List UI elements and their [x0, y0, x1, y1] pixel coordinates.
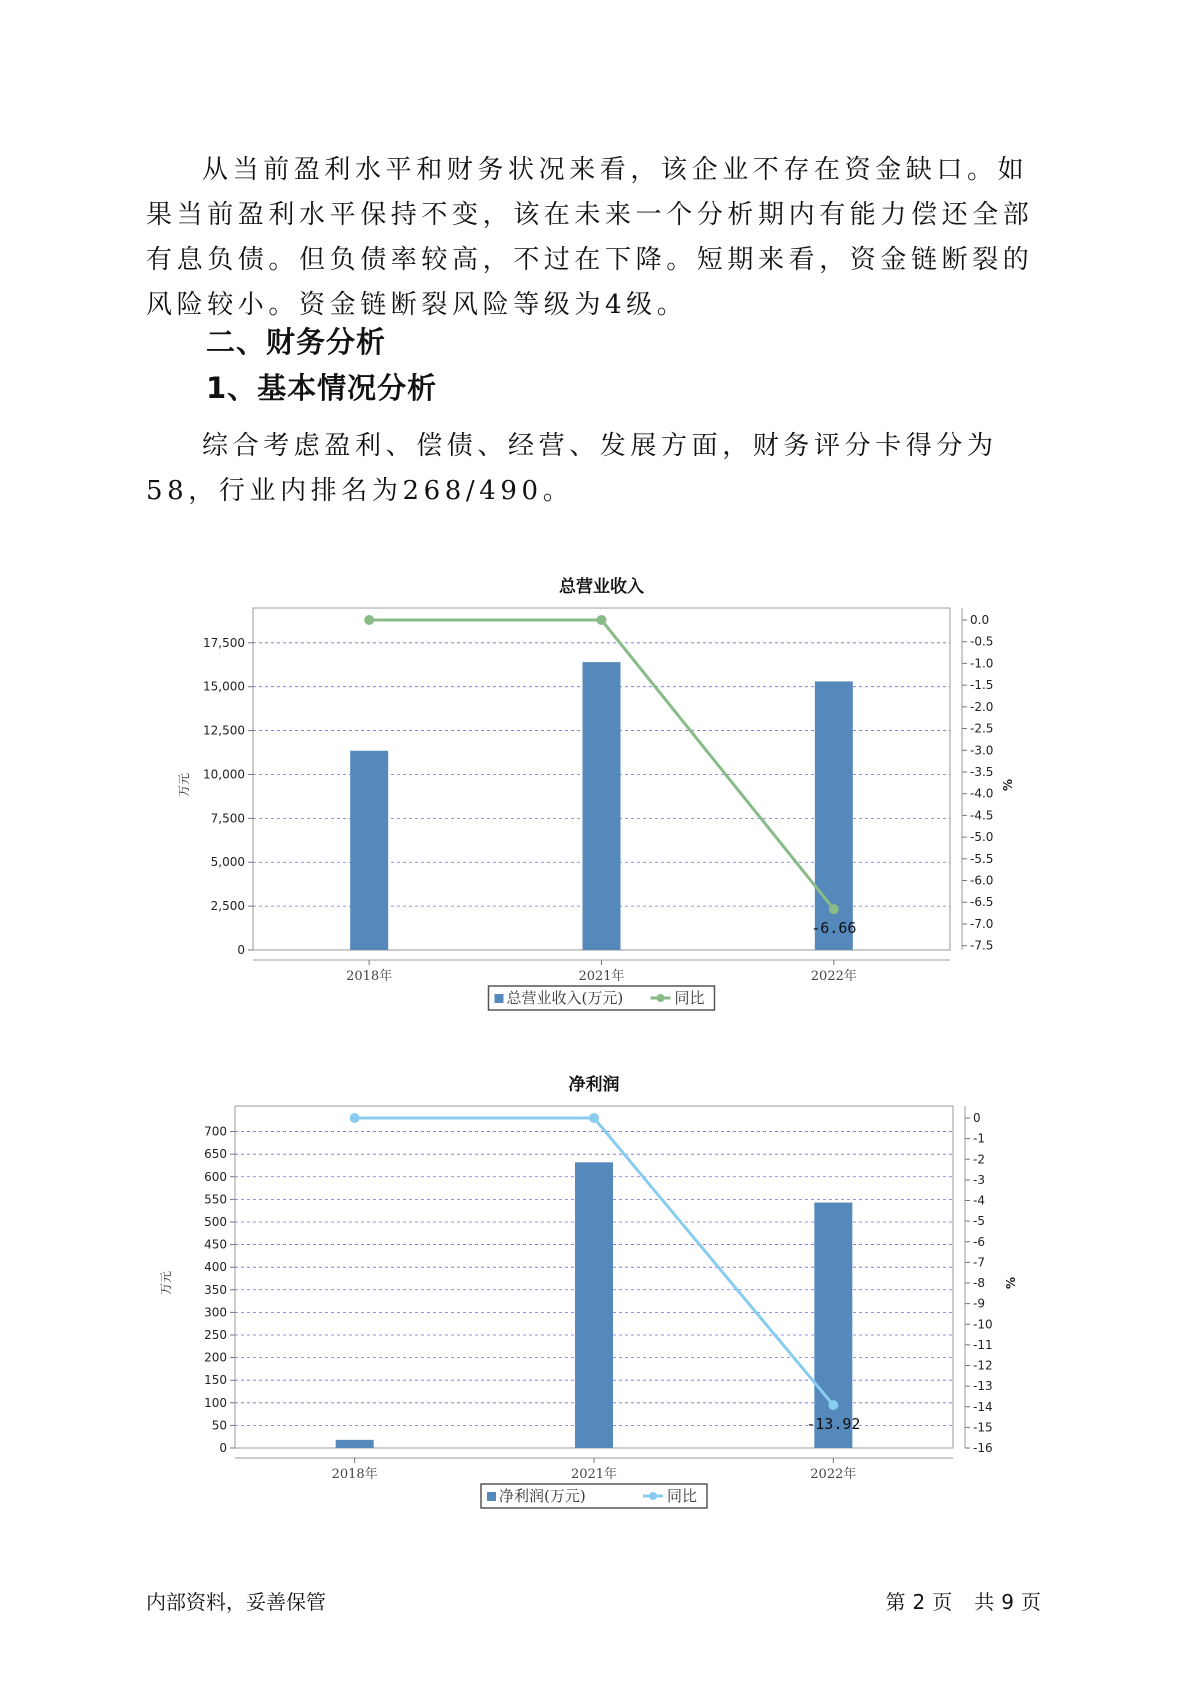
y-tick-label: 0 [219, 1441, 227, 1455]
y-axis-label: 万元 [159, 1270, 173, 1296]
risk-summary-paragraph: 从当前盈利水平和财务状况来看，该企业不存在资金缺口。如果当前盈利水平保持不变，该在未来一个分析期内有能力偿还全部有息负债。但负债率较高，不过在下降。短期来看，资金链断裂的风险较小。资金链断裂风险等级为4级。 [146, 155, 1034, 320]
y2-tick-label: -3.5 [970, 764, 994, 779]
y2-tick-label: -10 [973, 1317, 993, 1332]
line-point [350, 1113, 360, 1123]
page-suffix: 页 [1021, 1590, 1042, 1614]
x-tick-label: 2021年 [578, 969, 625, 984]
y-tick-label: 15,000 [203, 679, 245, 694]
bar [336, 1440, 374, 1448]
y2-tick-label: -2.0 [970, 699, 994, 714]
y2-tick-label: -15 [973, 1420, 993, 1435]
data-label: -6.66 [811, 919, 857, 938]
net-profit-chart-svg [0, 1068, 1191, 1538]
line-point [829, 904, 839, 914]
y2-tick-label: -1.0 [970, 656, 994, 671]
y2-tick-label: -4 [973, 1193, 985, 1208]
y-tick-label: 700 [204, 1124, 227, 1139]
y-tick-label: 100 [204, 1395, 227, 1410]
y2-tick-label: -13 [973, 1379, 993, 1394]
y-tick-label: 50 [211, 1418, 227, 1433]
revenue-chart [0, 570, 1191, 1040]
y2-tick-label: -0.5 [970, 634, 994, 649]
y-tick-label: 2,500 [210, 899, 245, 914]
legend-line-marker [657, 994, 665, 1002]
y2-axis-label: % [1001, 778, 1015, 792]
legend-line-label: 同比 [674, 989, 705, 1007]
line-point [589, 1113, 599, 1123]
y2-tick-label: -5.5 [970, 851, 994, 866]
y-tick-label: 400 [204, 1260, 227, 1275]
y2-tick-label: -8 [973, 1276, 985, 1290]
y-tick-label: 250 [204, 1327, 227, 1342]
y2-tick-label: -12 [973, 1358, 993, 1373]
page-total: 9 [1001, 1590, 1015, 1614]
line-point [597, 615, 607, 625]
y-tick-label: 300 [204, 1305, 227, 1320]
y2-tick-label: -6.5 [970, 895, 994, 910]
chart-title: 总营业收入 [559, 577, 644, 597]
y2-tick-label: -5 [973, 1214, 985, 1229]
legend-line-label: 同比 [667, 1487, 698, 1505]
score-paragraph: 综合考虑盈利、偿债、经营、发展方面，财务评分卡得分为58，行业内排名为268/490。 [146, 431, 998, 506]
y2-axis-label: % [1004, 1276, 1018, 1290]
y2-tick-label: -7.5 [970, 938, 994, 953]
y-tick-label: 17,500 [203, 635, 245, 650]
y2-tick-label: -6.0 [970, 873, 994, 888]
y-axis-label: 万元 [177, 772, 191, 798]
y2-tick-label: -4.0 [970, 786, 994, 801]
data-label: -13.92 [806, 1415, 861, 1434]
x-tick-label: 2022年 [810, 969, 857, 984]
y2-tick-label: -7.0 [970, 916, 994, 931]
subsection-heading: 1、基本情况分析 [206, 371, 438, 405]
y-tick-label: 150 [204, 1373, 227, 1388]
x-tick-label: 2018年 [331, 1467, 378, 1482]
legend-line-marker [649, 1492, 657, 1500]
page-number [883, 1586, 1045, 1615]
y2-tick-label: -6 [973, 1234, 985, 1249]
y2-tick-label: -11 [973, 1337, 993, 1352]
y2-tick-label: 0 [973, 1111, 981, 1125]
y2-tick-label: -1.5 [970, 678, 994, 693]
bar [583, 662, 621, 950]
y-tick-label: 650 [204, 1147, 227, 1162]
y-tick-label: 0 [237, 943, 245, 957]
page-prefix: 第 [885, 1590, 907, 1614]
line-point [364, 615, 374, 625]
y-tick-label: 7,500 [210, 811, 245, 826]
y-tick-label: 5,000 [210, 855, 245, 870]
y2-tick-label: -3.0 [970, 743, 994, 758]
page-current: 2 [912, 1590, 927, 1614]
y-tick-label: 600 [204, 1169, 227, 1184]
y-tick-label: 10,000 [203, 767, 245, 782]
legend-bar-swatch [495, 994, 504, 1003]
y-tick-label: 12,500 [203, 723, 245, 738]
bar [575, 1162, 613, 1448]
y-tick-label: 350 [204, 1282, 227, 1297]
bar [814, 1203, 852, 1448]
legend-bar-swatch [487, 1492, 496, 1501]
y-tick-label: 500 [204, 1214, 227, 1229]
y2-tick-label: -14 [973, 1399, 993, 1414]
y2-tick-label: -16 [973, 1441, 993, 1455]
y-tick-label: 450 [204, 1237, 227, 1252]
y-tick-label: 550 [204, 1192, 227, 1207]
legend-bar-label: 总营业收入(万元) [506, 989, 624, 1007]
page-mid: 页 共 [932, 1590, 996, 1614]
chart-title: 净利润 [568, 1075, 620, 1095]
y-tick-label: 200 [204, 1350, 227, 1365]
net-profit-chart [0, 1068, 1191, 1538]
line-point [828, 1400, 838, 1410]
y2-tick-label: -4.5 [970, 808, 994, 823]
y2-tick-label: -2 [973, 1152, 985, 1167]
y2-tick-label: -9 [973, 1296, 985, 1311]
x-tick-label: 2018年 [346, 969, 393, 984]
section-heading: 二、财务分析 [206, 325, 387, 359]
y2-tick-label: 0.0 [970, 613, 990, 627]
bar [350, 751, 388, 950]
confidential-note: 内部资料，妥善保管 [146, 1590, 326, 1614]
y2-tick-label: -2.5 [970, 721, 994, 736]
y2-tick-label: -3 [973, 1172, 985, 1187]
revenue-chart-svg [0, 570, 1191, 1040]
x-tick-label: 2021年 [570, 1467, 618, 1482]
legend-bar-label: 净利润(万元) [499, 1487, 586, 1505]
x-tick-label: 2022年 [810, 1467, 857, 1482]
y2-tick-label: -5.0 [970, 830, 994, 845]
y2-tick-label: -1 [973, 1131, 985, 1146]
y2-tick-label: -7 [973, 1255, 985, 1270]
